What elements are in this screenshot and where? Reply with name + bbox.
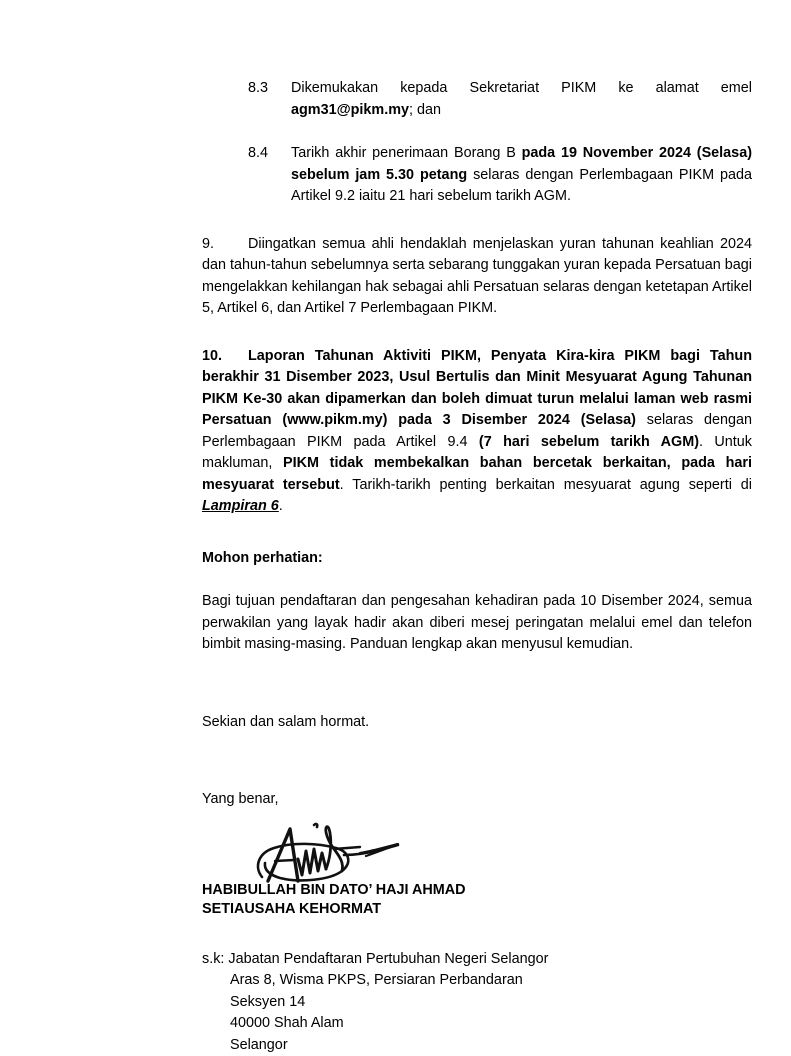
spacer: [202, 569, 752, 591]
list-item-text: [291, 143, 752, 208]
spacer: [202, 656, 752, 712]
paragraph-9-text: Diingatkan semua ahli hendaklah menjelaskan yuran tahunan keahlian 2024 dan tahun-tahun sebelumnya serta sebarang tunggakan yuran kepada Persatuan bagi mengelakkan kehilangan hak sebagai ahli Persatuan selaras dengan ketetapan Artikel 5, Artikel 6, dan Artikel 7 Perlembagaan PIKM.: [202, 236, 752, 317]
list-item-number: 8.3: [248, 78, 291, 121]
paragraph-10-text-1: selaras dengan Perlembagaan PIKM pada Artikel 9.4: [202, 412, 752, 450]
cc-line: Selangor: [202, 1035, 752, 1056]
signer-title: SETIAUSAHA KEHORMAT: [202, 900, 752, 919]
cc-first-line: [202, 949, 752, 971]
list-item-8-4: [202, 143, 752, 208]
paragraph-9-number: 9.: [202, 234, 248, 256]
closing-sekian: Sekian dan salam hormat.: [202, 712, 752, 734]
closing-yang-benar: Yang benar,: [202, 789, 752, 811]
paragraph-10-text-3: . Tarikh-tarikh penting berkaitan mesyuarat agung seperti di: [340, 477, 752, 493]
cc-label: s.k:: [202, 949, 224, 971]
item-8-4-text-2: selaras dengan Perlembagaan PIKM pada Artikel 9.2 iaitu 21 hari sebelum tarikh AGM.: [291, 167, 752, 205]
paragraph-10-bold-1: Laporan Tahunan Aktiviti PIKM, Penyata Kira-kira PIKM bagi Tahun berakhir 31 Disember 2023, Usul Bertulis dan Minit Mesyuarat Agung Tahunan PIKM Ke-30 akan dipamerkan dan boleh dimuat turun melalui laman web rasmi Persatuan (www.pikm.my) pada 3 Disember 2024 (Selasa): [202, 348, 752, 429]
item-8-4-text-1: Tarikh akhir penerimaan Borang B: [291, 145, 522, 161]
cc-line: Aras 8, Wisma PKPS, Persiaran Perbandaran: [202, 970, 752, 992]
spacer: [202, 320, 752, 346]
item-8-3-text-after: ; dan: [409, 102, 441, 118]
item-8-4-bold-date: pada 19 November 2024 (Selasa) sebelum jam 5.30 petang: [291, 145, 752, 183]
lampiran-reference: Lampiran 6: [202, 498, 279, 514]
signer-name: HABIBULLAH BIN DATO’ HAJI AHMAD: [202, 881, 752, 900]
paragraph-10-number: 10.: [202, 346, 248, 368]
cc-line: 40000 Shah Alam: [202, 1013, 752, 1035]
attention-heading: Mohon perhatian:: [202, 548, 752, 570]
paragraph-10-text-4: .: [279, 498, 283, 514]
spacer: [202, 208, 752, 234]
paragraph-10-bold-2: (7 hari sebelum tarikh AGM): [479, 434, 699, 450]
paragraph-9: [202, 234, 752, 320]
cc-line-0: Jabatan Pendaftaran Pertubuhan Negeri Selangor: [228, 951, 548, 967]
spacer: [202, 733, 752, 789]
list-item-number: 8.4: [248, 143, 291, 208]
cc-line: Seksyen 14: [202, 992, 752, 1014]
attention-body: Bagi tujuan pendaftaran dan pengesahan kehadiran pada 10 Disember 2024, semua perwakilan yang layak hadir akan diberi mesej peringatan melalui emel dan telefon bimbit masing-masing. Panduan lengkap akan menyusul kemudian.: [202, 591, 752, 656]
item-8-3-email: agm31@pikm.my: [291, 102, 409, 118]
paragraph-10: [202, 346, 752, 518]
paragraph-10-bold-3: PIKM tidak membekalkan bahan bercetak berkaitan, pada hari mesyuarat tersebut: [202, 455, 752, 493]
signature-area: [202, 819, 752, 881]
item-8-3-text-before: Dikemukakan kepada Sekretariat PIKM ke alamat emel: [291, 80, 752, 96]
letter-body: [202, 78, 752, 1056]
spacer: [202, 121, 752, 143]
spacer: [202, 919, 752, 949]
paragraph-10-text-2: . Untuk makluman,: [202, 434, 752, 472]
list-item-text: [291, 78, 752, 121]
list-item-8-3: [202, 78, 752, 121]
cc-block: [202, 949, 752, 1056]
spacer: [202, 518, 752, 548]
